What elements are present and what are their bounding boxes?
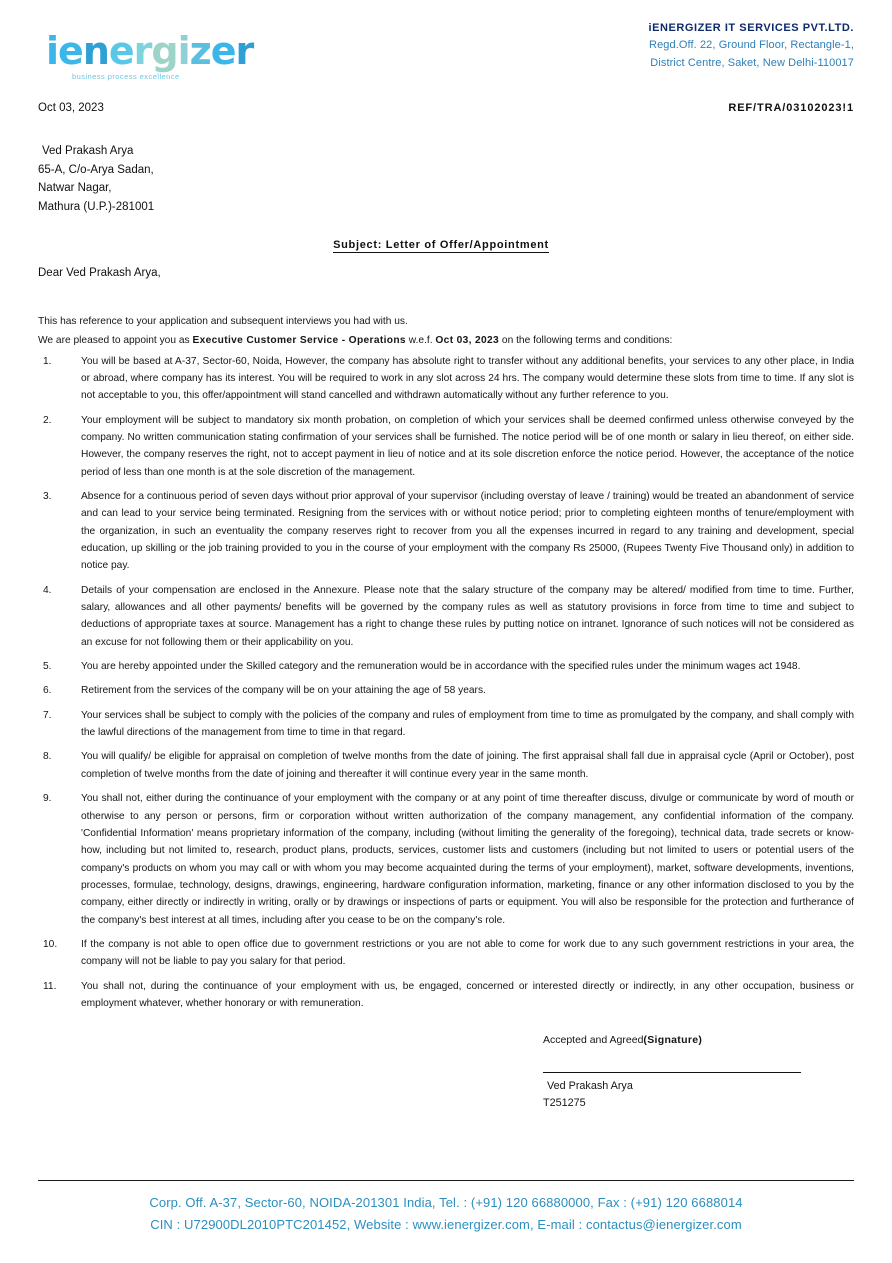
document-header	[38, 0, 854, 92]
signature-label	[543, 1034, 854, 1046]
term-item	[38, 412, 854, 481]
term-text: Your employment will be subject to mandatory six month probation, on completion of which your services shall be deemed confirmed unless otherwise conveyed by the company. No written communication stating confirmation of your services shall be furnished. The notice period will be of one month or salary in lieu thereof, on either side. However, the company reserves the right, not to accept payment in lieu of notice and at its sole discretion enforce the notice period. However, the acceptance of the notice period of less than one month is at the sole discretion of the management.	[81, 414, 854, 478]
term-text: You are hereby appointed under the Skilled category and the remuneration would be in accordance with the specified rules under the minimum wages act 1948.	[81, 661, 801, 673]
term-number: 5.	[43, 661, 52, 673]
job-designation: Executive Customer Service - Operations	[192, 335, 406, 347]
term-number: 11.	[43, 980, 57, 992]
signature-label-text: Accepted and Agreed	[543, 1034, 644, 1047]
intro-paragraphs	[38, 313, 854, 350]
term-text: You shall not, during the continuance of your employment with us, be engaged, concerned or interested directly or indirectly, in any other occupation, business or employment whatever, whether honorary or with remuneration.	[81, 980, 854, 1009]
logo-letter-n: n	[82, 29, 109, 73]
terms-and-conditions-list	[38, 353, 854, 1013]
logo-letter-g: g	[151, 29, 178, 73]
term-item	[38, 353, 854, 405]
term-item	[38, 658, 854, 675]
email-link[interactable]: contactus@ienergizer.com	[586, 1216, 742, 1232]
company-logo	[38, 18, 253, 81]
document-reference-number: REF/TRA/03102023!1	[728, 102, 854, 114]
term-number: 10.	[43, 938, 58, 950]
logo-letter-e2: e	[108, 29, 134, 73]
footer-cin-line	[38, 1214, 854, 1235]
term-number: 7.	[43, 709, 52, 721]
term-item	[38, 748, 854, 783]
logo-letter-i2: i	[177, 29, 190, 73]
term-text: If the company is not able to open office due to government restrictions or you are not able to come for work due to any such government restrictions in your area, the company will not be liable to pay you salary for that period.	[81, 938, 854, 968]
company-address-line-2: District Centre, Saket, New Delhi-110017	[650, 56, 854, 69]
term-item	[38, 488, 854, 575]
document-footer	[38, 1180, 854, 1235]
signature-block	[38, 1034, 854, 1111]
addressee-block	[38, 142, 854, 217]
term-item	[38, 682, 854, 699]
term-text: Absence for a continuous period of seven days without prior approval of your supervisor (including overstay of leave / training) would be treated an abandonment of service and can lead to your service being terminated. Resigning from the services with or without notice period; prior to completing eighteen months of tenure/employment with the organization, in such an eventuality the company reserves right to recover from you all the expenses incurred in regard to any training and development, special education, up skilling or the job training provided to you in the course of your employment with the company Rs 25000, (Rupees Twenty Five Thousand only) in addition to notice pay.	[81, 491, 854, 572]
term-number: 1.	[43, 355, 52, 367]
footer-email-label: , E-mail :	[530, 1216, 586, 1232]
term-number: 4.	[43, 584, 52, 596]
signatory-name: Ved Prakash Arya	[547, 1080, 633, 1093]
addressee-address-line-1: 65-A, C/o-Arya Sadan,	[38, 163, 154, 176]
date-reference-row	[38, 102, 854, 114]
document-date: Oct 03, 2023	[38, 102, 104, 114]
intro-prefix: We are pleased to appoint you as	[38, 335, 193, 347]
logo-letter-z: z	[189, 29, 211, 73]
addressee-address-line-2: Natwar Nagar,	[38, 182, 112, 195]
term-number: 2.	[43, 414, 52, 426]
employee-id: T251275	[543, 1097, 586, 1110]
logo-letter-r2: r	[235, 29, 254, 73]
website-link[interactable]: www.ienergizer.com	[412, 1216, 530, 1232]
term-text: You will be based at A-37, Sector-60, Noida, However, the company has absolute right to transfer without any additional benefits, your services to any other place, in India or abroad, where company has its interest. You will be required to work in any slot across 24 hrs. The company would determine these slots from time to time. If any slot is not acceptable to you, this offer/appointment will stand cancelled and withdrawn automatically without any further reference to you.	[81, 355, 854, 402]
footer-contact-line: Corp. Off. A-37, Sector-60, NOIDA-201301 India, Tel. : (+91) 120 66880000, Fax : (+91) 120 6688014	[149, 1195, 743, 1211]
signature-label-bold: (Signature)	[643, 1034, 703, 1047]
salutation: Dear Ved Prakash Arya,	[38, 266, 161, 279]
intro-line-1: This has reference to your application and subsequent interviews you had with us.	[38, 315, 408, 327]
term-text: Retirement from the services of the company will be on your attaining the age of 58 years.	[81, 685, 486, 697]
term-number: 6.	[43, 685, 52, 697]
logo-letter-i: i	[46, 29, 59, 73]
logo-letter-r: r	[133, 29, 152, 73]
addressee-address-line-3: Mathura (U.P.)-281001	[38, 200, 155, 213]
logo-letter-e3: e	[210, 29, 236, 73]
subject-line: Subject: Letter of Offer/Appointment	[333, 238, 549, 251]
company-details	[648, 18, 854, 73]
addressee-name: Ved Prakash Arya	[42, 145, 134, 157]
term-number: 8.	[43, 751, 52, 763]
term-item	[38, 707, 854, 742]
signature-line[interactable]	[543, 1072, 801, 1073]
term-number: 3.	[43, 491, 52, 502]
subject-row	[38, 235, 854, 253]
footer-cin-text: CIN : U72900DL2010PTC201452, Website :	[150, 1216, 413, 1232]
company-legal-name: iENERGIZER IT SERVICES PVT.LTD.	[648, 22, 854, 34]
term-text: You will qualify/ be eligible for appraisal on completion of twelve months from the date of joining. The first appraisal shall fall due in appraisal cycle (April or October), post completion of twelve months from the date of joining and thereafter it will continue every year in the same month.	[81, 751, 854, 780]
term-item	[38, 790, 854, 929]
term-text: Details of your compensation are enclosed in the Annexure. Please note that the salary structure of the company may be altered/ modified from time to time. Further, salary, allowances and all other payments/ benefits will be governed by the company rules as well as statutory provisions in force from time to time and subject to deductions of appropriate taxes at source. Management has a right to change these rules by putting notice on intranet. Ignorance of such notices will not be considered as an excuse for not following them or their applicability on you.	[81, 584, 854, 648]
term-text: Your services shall be subject to comply with the policies of the company and rules of employment from time to time as promulgated by the company, and shall comply with the lawful directions of the management from time to time in that regard.	[81, 709, 854, 739]
term-item	[38, 582, 854, 651]
intro-suffix: on the following terms and conditions:	[499, 335, 673, 347]
logo-letter-e: e	[58, 29, 83, 73]
term-number: 9.	[43, 793, 52, 805]
term-item	[38, 978, 854, 1013]
logo-tagline: business process excellence	[72, 72, 180, 81]
intro-middle: w.e.f.	[405, 335, 436, 347]
intro-line-2	[38, 332, 854, 350]
company-address-line-1: Regd.Off. 22, Ground Floor, Rectangle-1,	[649, 39, 854, 52]
term-text: You shall not, either during the continuance of your employment with the company or at any point of time thereafter discuss, divulge or communicate by word of mouth or otherwise to any person or persons, firm or corporation without written authorization of the company management, any confidential information of the company. 'Confidential Information' means proprietary information of the company, including (without limiting the generality of the foregoing), technical data, trade secrets or know-how, including but not limited to, research, product plans, products, services, customer lists and customers (including but not limited to users or potential users of the company's products on whom you may call or with whom you may become acquainted during the terms of your employment), market, software developments, inventions, processes, formulae, technology, designs, drawings, engineering, hardware configuration information, marketing, finance or any other information disclosed to you by the company, either directly or indirectly in writing, orally or by drawings or inspections of parts or equipment. You will also be responsible for the protection and furtherance of the company's best interest at all times, including after you cease to be on the company's role.	[81, 793, 854, 926]
effective-date: Oct 03, 2023	[435, 335, 500, 347]
term-item	[38, 936, 854, 971]
logo-wordmark	[46, 29, 254, 73]
